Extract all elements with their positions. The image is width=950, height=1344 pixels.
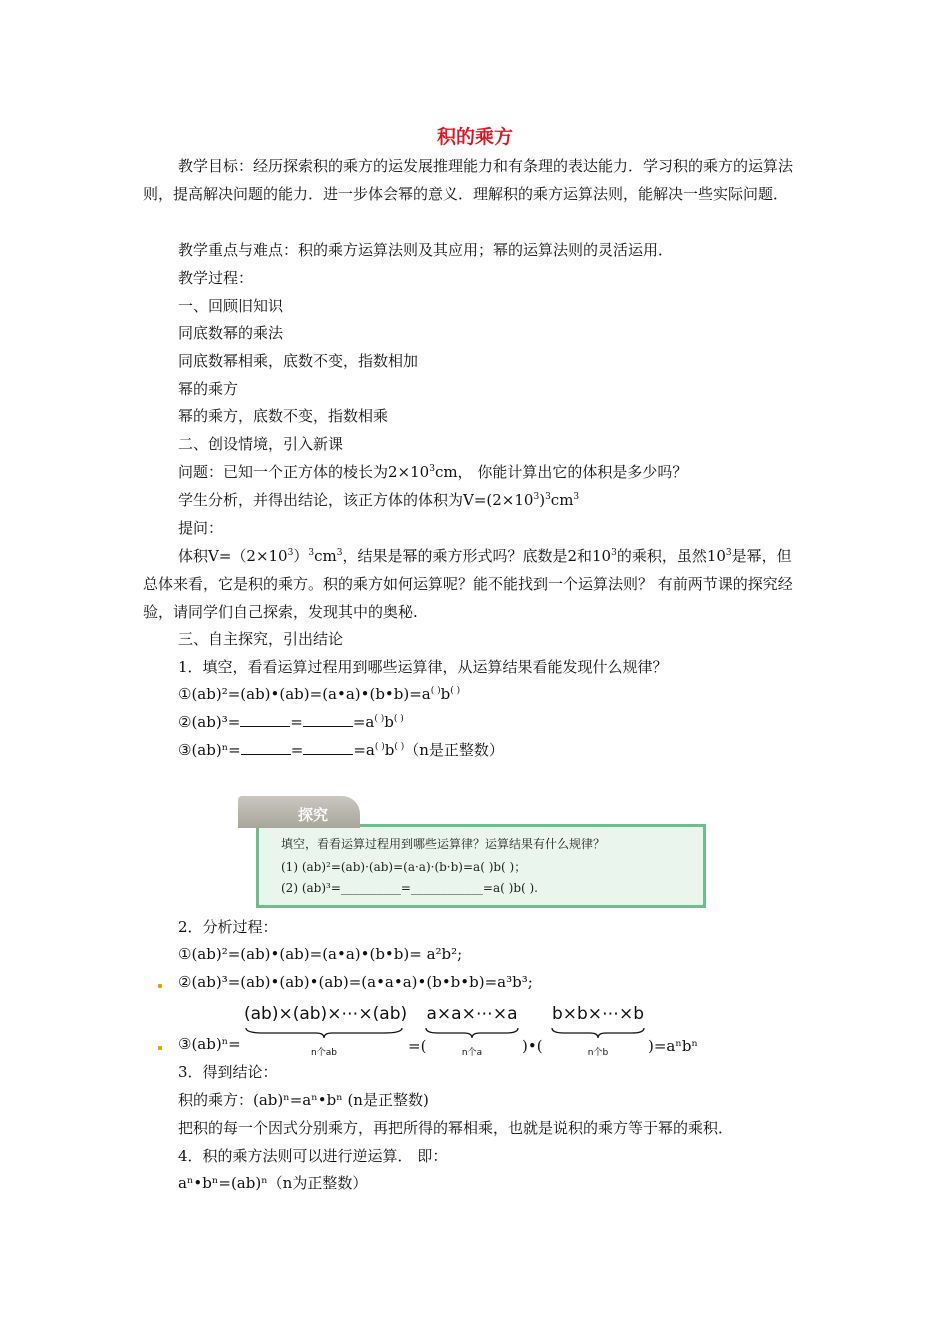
inverse-heading: 4．积的乘方法则可以进行逆运算． 即： [178,1147,448,1165]
underbrace-icon [424,1027,520,1039]
analysis-1: ①(ab)²=(ab)•(ab)=(a•a)•(b•b)= a²b²; [178,945,463,963]
section1-line3: 幂的乘方 [178,380,239,398]
inverse-rule: aⁿ•bⁿ=(ab)ⁿ（n为正整数） [178,1174,368,1192]
section3-heading: 三、自主探究，引出结论 [178,630,344,648]
page-title: 积的乘方 [436,126,513,148]
exercise-3: ③(ab)ⁿ= = =a( )b( )（n是正整数） [178,741,504,759]
explore-tab-label: 探究 [298,806,329,824]
ask-label: 提问： [178,519,224,537]
section1-line4: 幂的乘方，底数不变，指数相乘 [178,407,389,425]
section2-heading: 二、创设情境，引入新课 [178,435,344,453]
bullet-dot [158,1046,162,1050]
blank[interactable] [240,714,290,727]
analysis-3-lead: ③(ab)ⁿ= [178,1035,241,1053]
blank[interactable] [303,742,353,755]
figure-line-1: (1) (ab)²=(ab)·(ab)=(a·a)·(b·b)=a( )b( )； [281,860,527,874]
bullet-dot [158,984,162,988]
process-label: 教学过程： [178,269,254,287]
conclusion-heading: 3．得到结论： [178,1063,278,1081]
blank[interactable] [303,714,353,727]
objectives-paragraph: 教学目标：经历探索积的乘方的运发展推理能力和有条理的表达能力．学习积的乘方的运算法则，提高解决问题的能力．进一步体会幂的意义．理解积的乘方运算法则，能解决一些实际问题． [143,157,794,203]
explore-box [256,824,706,908]
product-power-rule: 积的乘方：(ab)ⁿ=aⁿ•bⁿ (n是正整数) [178,1091,429,1109]
volume-paragraph: 体积$V=(2\times 10^3)^3cm^3$，结果是幂的乘方形式吗？底数是2和$10^3$的乘积，虽然$10^3$是幂，但总体来看，它是积的乘方。积的乘方如何运算呢？能不能找到一个运算法则？ 有前两节课的探究经验，请同学们自己探索，发现其中的奥秘. [143,547,793,621]
underbrace-icon [244,1027,404,1039]
eq-mid: )•( [522,1037,543,1055]
brace-ab-group: (ab)×(ab)×⋯×(ab) n个ab [244,1004,408,1058]
blank[interactable] [241,742,291,755]
fill-question: 1．填空，看看运算过程用到哪些运算律，从运算结果看能发现什么规律？ [178,658,668,676]
brace-b-group: b×b×⋯×b n个b [551,1004,645,1058]
exercise-1: ①(ab)²=(ab)•(ab)=(a•a)•(b•b)=a( )b( ) [178,685,461,703]
rule-explanation: 把积的每一个因式分别乘方，再把所得的幂相乘，也就是说积的乘方等于幂的乘积． [178,1119,734,1137]
problem-statement: 问题：已知一个正方体的棱长为$2\times 10^3cm$， 你能计算出它的体积是多少吗？ [178,463,688,481]
analysis-2: ②(ab)³=(ab)•(ab)•(ab)=(a•a•a)•(b•b•b)=a³b³; [178,973,533,991]
section1-heading: 一、回顾旧知识 [178,297,284,315]
eq-tail: )=aⁿbⁿ [648,1037,698,1055]
underbrace-icon [550,1027,646,1039]
exercise-2: ②(ab)³= = =a( )b( ) [178,713,404,731]
eq-paren-open: =( [408,1037,427,1055]
student-analysis: 学生分析，并得出结论，该正方体的体积为$V=(2\times 10^3)^3cm^3$ [178,491,580,509]
analysis-heading: 2．分析过程： [178,918,278,936]
figure-line-2: (2) (ab)³=__________=____________=a( )b( ). [281,881,538,895]
key-points: 教学重点与难点：积的乘方运算法则及其应用；幂的运算法则的灵活运用． [178,241,674,259]
section1-line2: 同底数幂相乘，底数不变，指数相加 [178,352,419,370]
explore-figure [238,786,708,910]
brace-a-group: a×a×⋯×a n个a [424,1004,520,1058]
section1-line1: 同底数幂的乘法 [178,324,284,342]
figure-line-0: 填空，看看运算过程用到哪些运算律？运算结果有什么规律？ [281,837,606,851]
